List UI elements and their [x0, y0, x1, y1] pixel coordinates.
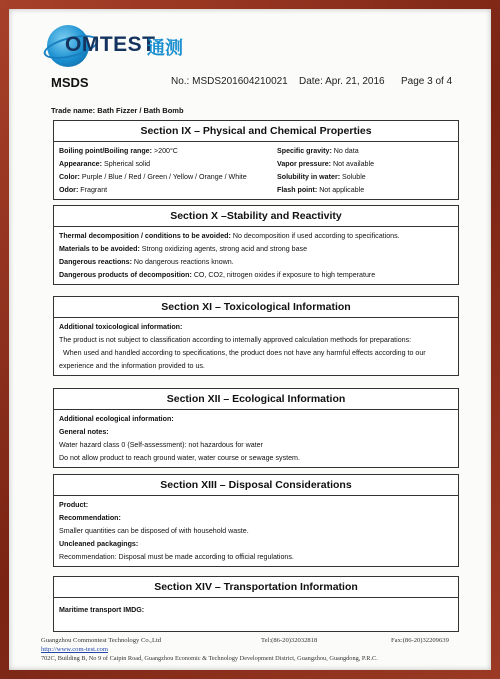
text-line: Do not allow product to reach ground water, water course or sewage system.	[59, 454, 300, 462]
stability-value: CO, CO2, nitrogen oxides if exposure to high temperature	[193, 271, 376, 279]
stability-row	[59, 256, 453, 269]
stability-label: Thermal decomposition / conditions to be avoided:	[59, 232, 231, 240]
stability-label: Dangerous products of decomposition:	[59, 271, 192, 279]
section-xii	[53, 388, 459, 468]
property-row	[59, 158, 453, 171]
document-type: MSDS	[51, 75, 89, 90]
section-xiv	[53, 576, 459, 632]
section-title: Section XIV – Transportation Information	[54, 577, 458, 598]
footer-fax: Fax:(86-20)32209639	[391, 637, 449, 644]
property-label: Solubility in water:	[277, 173, 341, 181]
logo-text: OMTEST	[65, 33, 156, 56]
text-line: Water hazard class 0 (Self-assessment): not hazardous for water	[59, 441, 263, 449]
uncleaned-packagings-heading: Uncleaned packagings:	[59, 540, 139, 548]
property-value: Not available	[333, 160, 375, 168]
property-label: Vapor pressure:	[277, 160, 332, 168]
property-label: Odor:	[59, 186, 79, 194]
property-row	[59, 171, 453, 184]
recommendation-heading: Recommendation:	[59, 514, 121, 522]
stability-value: Strong oxidizing agents, strong acid and strong base	[141, 245, 308, 253]
stability-value: No decomposition if used according to specifications.	[232, 232, 400, 240]
general-notes-heading: General notes:	[59, 428, 109, 436]
section-title: Section X –Stability and Reactivity	[54, 206, 458, 227]
section-title: Section IX – Physical and Chemical Properties	[54, 121, 458, 142]
section-xiii	[53, 474, 459, 567]
property-label: Boiling point/Boiling range:	[59, 147, 152, 155]
text-line: The product is not subject to classification according to internally approved calculation methods for preparations:	[59, 336, 412, 344]
footer-website-link[interactable]: http://www.com-test.com	[41, 646, 108, 653]
property-value: Not applicable	[319, 186, 365, 194]
section-xi	[53, 296, 459, 376]
section-title: Section XIII – Disposal Considerations	[54, 475, 458, 496]
logo-chinese-text: 通测	[147, 38, 183, 58]
property-value: >200°C	[153, 147, 178, 155]
product-heading: Product:	[59, 501, 89, 509]
footer-tel: Tel:(86-20)32032818	[261, 637, 318, 644]
property-row	[59, 145, 453, 158]
document-date: Date: Apr. 21, 2016	[299, 76, 385, 87]
footer-address: 702C, Building B, No 9 of Caipin Road, Guangzhou Economic & Technology Development District, Guangzhou, Guangdong, P.R.C.	[41, 655, 378, 662]
text-line: Recommendation: Disposal must be made according to official regulations.	[59, 553, 294, 561]
stability-row	[59, 269, 453, 282]
footer-company: Guangzhou Commontest Technology Co.,Ltd	[41, 637, 162, 644]
ecological-heading: Additional ecological information:	[59, 415, 174, 423]
property-value: No data	[333, 147, 359, 155]
trade-name-label: Trade name:	[51, 106, 96, 115]
text-line: experience and the information provided to us.	[59, 362, 205, 370]
page-number: Page 3 of 4	[401, 76, 453, 87]
document-page	[9, 9, 491, 670]
stability-value: No dangerous reactions known.	[133, 258, 234, 266]
section-ix	[53, 120, 459, 200]
property-label: Flash point:	[277, 186, 318, 194]
trade-name	[51, 106, 184, 115]
property-label: Specific gravity:	[277, 147, 332, 155]
property-value: Purple / Blue / Red / Green / Yellow / Orange / White	[81, 173, 247, 181]
section-title: Section XII – Ecological Information	[54, 389, 458, 410]
section-title: Section XI – Toxicological Information	[54, 297, 458, 318]
toxicological-heading: Additional toxicological information:	[59, 323, 183, 331]
property-row	[59, 184, 453, 197]
stability-label: Materials to be avoided:	[59, 245, 140, 253]
text-line: When used and handled according to specifications, the product does not have any harmful effects according to our	[63, 349, 426, 357]
section-x	[53, 205, 459, 285]
company-logo	[47, 23, 187, 69]
text-line: Smaller quantities can be disposed of with household waste.	[59, 527, 249, 535]
property-label: Color:	[59, 173, 80, 181]
stability-label: Dangerous reactions:	[59, 258, 132, 266]
property-label: Appearance:	[59, 160, 102, 168]
document-number: No.: MSDS201604210021	[171, 76, 288, 87]
property-value: Soluble	[342, 173, 366, 181]
trade-name-value: Bath Fizzer / Bath Bomb	[97, 106, 184, 115]
property-value: Spherical solid	[103, 160, 151, 168]
maritime-transport-heading: Maritime transport IMDG:	[59, 606, 145, 614]
stability-row	[59, 230, 453, 243]
property-value: Fragrant	[80, 186, 108, 194]
stability-row	[59, 243, 453, 256]
